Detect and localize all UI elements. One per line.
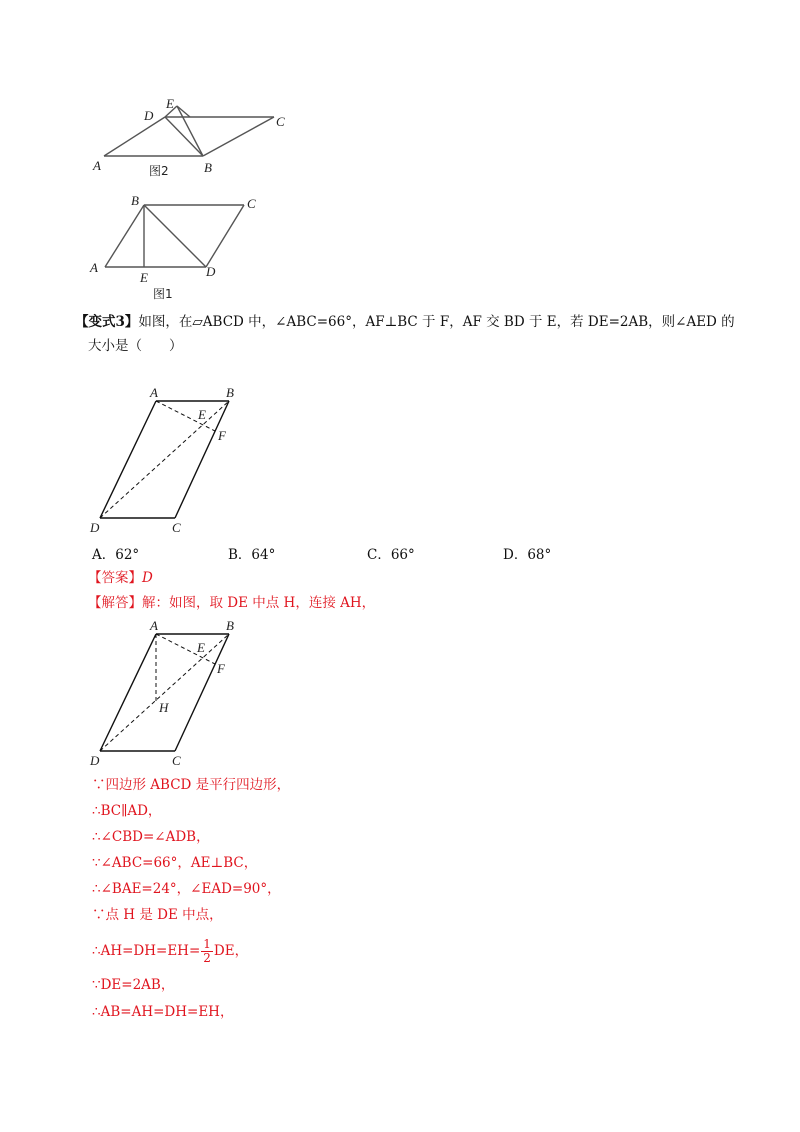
solution-step: ∴∠BAE=24°，∠EAD=90°，	[92, 881, 281, 897]
label-c: C	[276, 114, 285, 129]
option-a[interactable]: A．62°	[92, 547, 140, 563]
solution-step: ∴AB=AH=DH=EH，	[92, 1004, 234, 1020]
label-e: E	[166, 96, 174, 111]
label-a: A	[150, 385, 158, 400]
label-b: B	[204, 160, 212, 175]
label-d: D	[144, 108, 154, 123]
question-text: 如图，在▱ABCD 中，∠ABC=66°，AF⊥BC 于 F，AF 交 BD 于 E，若 DE=2AB，则∠AED 的	[138, 314, 735, 330]
label-e: E	[197, 640, 205, 655]
question-line-2: 大小是（ ）	[88, 338, 183, 354]
figure-2	[88, 92, 294, 184]
figure-1	[88, 190, 274, 302]
option-d[interactable]: D．68°	[503, 547, 552, 563]
label-c: C	[172, 753, 181, 768]
answer-value: D	[142, 570, 153, 586]
option-c[interactable]: C．66°	[367, 547, 415, 563]
label-c: C	[172, 520, 181, 535]
label-e: E	[140, 270, 148, 285]
fraction-half	[201, 938, 213, 965]
question-line-1	[75, 313, 735, 331]
solution-figure	[88, 614, 238, 772]
label-f: F	[218, 428, 226, 443]
solution-step: ∵四边形 ABCD 是平行四边形，	[92, 777, 291, 793]
figure-caption: 图1	[153, 287, 173, 301]
fraction-prefix: ∴AH=DH=EH=	[92, 943, 201, 959]
solution-step: ∴BC∥AD，	[92, 803, 162, 819]
label-a: A	[93, 158, 101, 173]
label-d: D	[90, 520, 100, 535]
answer-tag: 【答案】	[88, 570, 142, 586]
question-tag: 【变式3】	[75, 314, 139, 330]
label-h: H	[159, 700, 169, 715]
label-f: F	[217, 661, 225, 676]
label-a: A	[90, 260, 98, 275]
solution-intro	[88, 594, 375, 612]
question-figure	[88, 382, 238, 538]
label-b: B	[226, 618, 234, 633]
solution-step: ∵DE=2AB，	[92, 977, 175, 993]
label-b: B	[226, 385, 234, 400]
solution-step: ∵点 H 是 DE 中点，	[92, 907, 223, 923]
answer-line	[88, 569, 153, 587]
fraction-denominator: 2	[203, 951, 211, 965]
label-d: D	[206, 264, 216, 279]
solution-fraction-step	[92, 933, 248, 969]
figure-caption: 图2	[149, 164, 169, 178]
label-c: C	[247, 196, 256, 211]
label-e: E	[198, 407, 206, 422]
fraction-suffix: DE，	[213, 943, 249, 959]
label-b: B	[131, 193, 139, 208]
label-a: A	[150, 618, 158, 633]
solution-intro-text: 解：如图，取 DE 中点 H，连接 AH，	[142, 595, 376, 611]
option-b[interactable]: B．64°	[228, 547, 276, 563]
label-d: D	[90, 753, 100, 768]
solution-step: ∴∠CBD=∠ADB，	[92, 829, 210, 845]
solution-step: ∵∠ABC=66°，AE⊥BC，	[92, 855, 258, 871]
solution-tag: 【解答】	[88, 595, 142, 611]
fraction-numerator: 1	[203, 937, 211, 951]
